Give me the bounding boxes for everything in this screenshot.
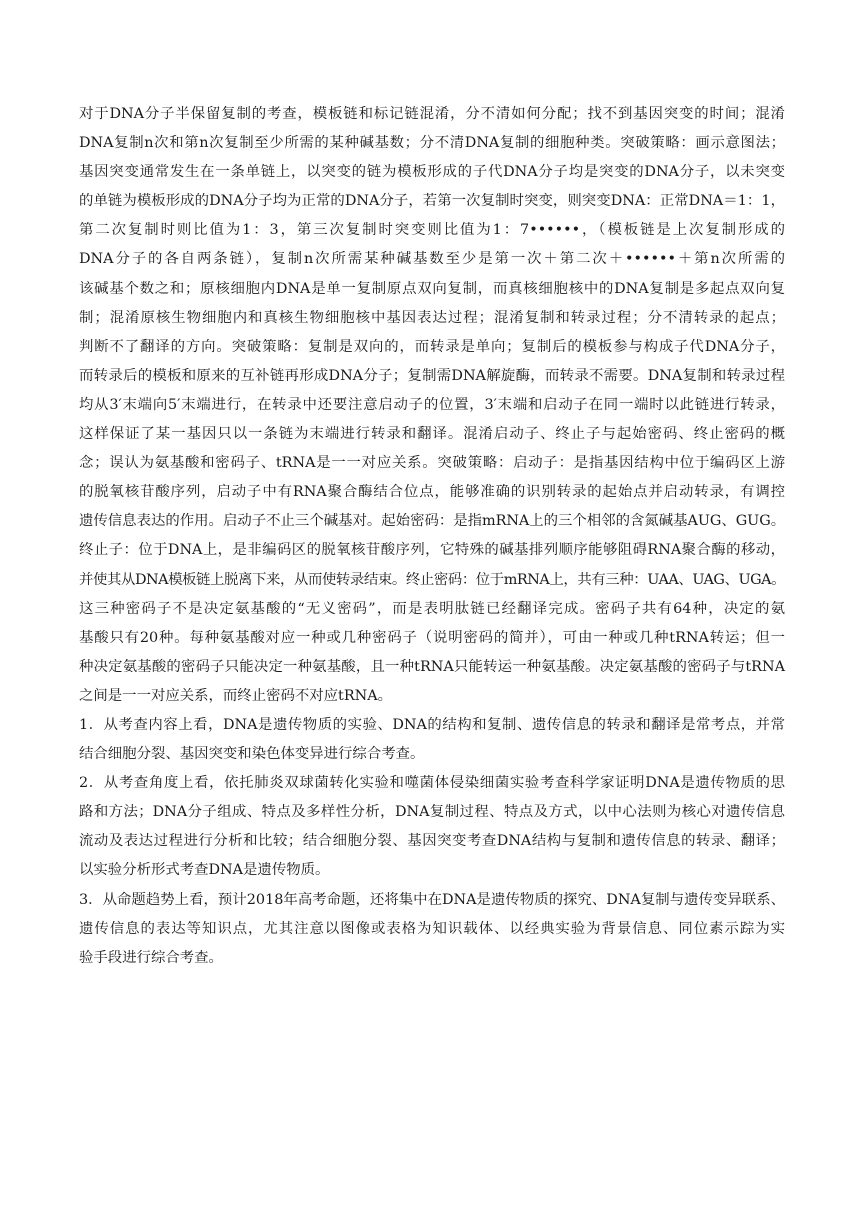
list-item-2-line: 路和方法；DNA分子组成、特点及多样性分析，DNA复制过程、特点及方式，以中心法则为核心对遗传信息 xyxy=(79,804,785,821)
text-line: 并使其从DNA模板链上脱离下来，从而使转录结束。终止密码：位于mRNA上，共有三种：UAA、UAG、UGA。 xyxy=(79,571,785,588)
text-line: 的脱氧核苷酸序列，启动子中有RNA聚合酶结合位点，能够准确的识别转录的起始点并启动转录，有调控 xyxy=(79,484,785,501)
list-item-3-line: 验手段进行综合考查。 xyxy=(79,949,223,966)
text-line: 念；误认为氨基酸和密码子、tRNA是一一对应关系。突破策略：启动子：是指基因结构中位于编码区上游 xyxy=(79,455,785,472)
text-line: 终止子：位于DNA上，是非编码区的脱氧核苷酸序列，它特殊的碱基排列顺序能够阻碍RNA聚合酶的移动， xyxy=(79,542,785,559)
list-item-2-line: 流动及表达过程进行分析和比较；结合细胞分裂、基因突变考查DNA结构与复制和遗传信息的转录、翻译； xyxy=(79,833,785,850)
text-line: 制；混淆原核生物细胞内和真核生物细胞核中基因表达过程；混淆复制和转录过程；分不清转录的起点； xyxy=(79,309,785,326)
text-line: 对于DNA分子半保留复制的考查，模板链和标记链混淆，分不清如何分配；找不到基因突变的时间；混淆 xyxy=(79,106,785,122)
list-item-1-line: 1．从考查内容上看，DNA是遗传物质的实验、DNA的结构和复制、遗传信息的转录和翻译是常考点，并常 xyxy=(79,716,785,733)
text-line: 该碱基个数之和；原核细胞内DNA是单一复制原点双向复制，而真核细胞核中的DNA复制是多起点双向复 xyxy=(79,280,785,297)
list-item-3-line: 遗传信息的表达等知识点，尤其注意以图像或表格为知识载体、以经典实验为背景信息、同位素示踪为实 xyxy=(79,920,785,937)
text-line: 遗传信息表达的作用。启动子不止三个碱基对。起始密码：是指mRNA上的三个相邻的含氮碱基AUG、GUG。 xyxy=(79,513,785,530)
list-item-2-line: 以实验分析形式考查DNA是遗传物质。 xyxy=(79,862,330,879)
text-line: 判断不了翻译的方向。突破策略：复制是双向的，而转录是单向；复制后的模板参与构成子代DNA分子， xyxy=(79,338,785,355)
text-line: DNA复制n次和第n次复制至少所需的某种碱基数；分不清DNA复制的细胞种类。突破策略：画示意图法； xyxy=(79,135,785,152)
text-line: 种决定氨基酸的密码子只能决定一种氨基酸，且一种tRNA只能转运一种氨基酸。决定氨基酸的密码子与tRNA xyxy=(79,658,785,675)
text-line: 的单链为模板形成的DNA分子均为正常的DNA分子，若第一次复制时突变，则突变DNA：正常DNA＝1：1， xyxy=(79,193,785,210)
text-line: 这三种密码子不是决定氨基酸的“无义密码”，而是表明肽链已经翻译完成。密码子共有64种，决定的氨 xyxy=(79,600,785,617)
text-line: 均从3′末端向5′末端进行，在转录中还要注意启动子的位置，3′末端和启动子在同一端时以此链进行转录， xyxy=(79,396,785,413)
list-item-3-line: 3．从命题趋势上看，预计2018年高考命题，还将集中在DNA是遗传物质的探究、DNA复制与遗传变异联系、 xyxy=(79,891,785,908)
document-body xyxy=(79,100,785,973)
list-item-2-line: 2．从考查角度上看，依托肺炎双球菌转化实验和噬菌体侵染细菌实验考查科学家证明DNA是遗传物质的思 xyxy=(79,775,785,792)
text-line: 基酸只有20种。每种氨基酸对应一种或几种密码子（说明密码的简并），可由一种或几种tRNA转运；但一 xyxy=(79,629,785,646)
text-line: 这样保证了某一基因只以一条链为末端进行转录和翻译。混淆启动子、终止子与起始密码、终止密码的概 xyxy=(79,426,785,443)
text-line: 之间是一一对应关系，而终止密码不对应tRNA。 xyxy=(79,687,393,704)
text-line: 第二次复制时则比值为1：3，第三次复制时突变则比值为1：7••••••，（模板链是上次复制形成的 xyxy=(79,222,785,239)
text-line: 基因突变通常发生在一条单链上，以突变的链为模板形成的子代DNA分子均是突变的DNA分子，以未突变 xyxy=(79,164,785,181)
list-item-1-line: 结合细胞分裂、基因突变和染色体变异进行综合考查。 xyxy=(79,746,425,763)
text-line: 而转录后的模板和原来的互补链再形成DNA分子；复制需DNA解旋酶，而转录不需要。DNA复制和转录过程 xyxy=(79,367,785,384)
text-line: DNA分子的各自两条链），复制n次所需某种碱基数至少是第一次＋第二次＋••••••＋第n次所需的 xyxy=(79,251,785,268)
